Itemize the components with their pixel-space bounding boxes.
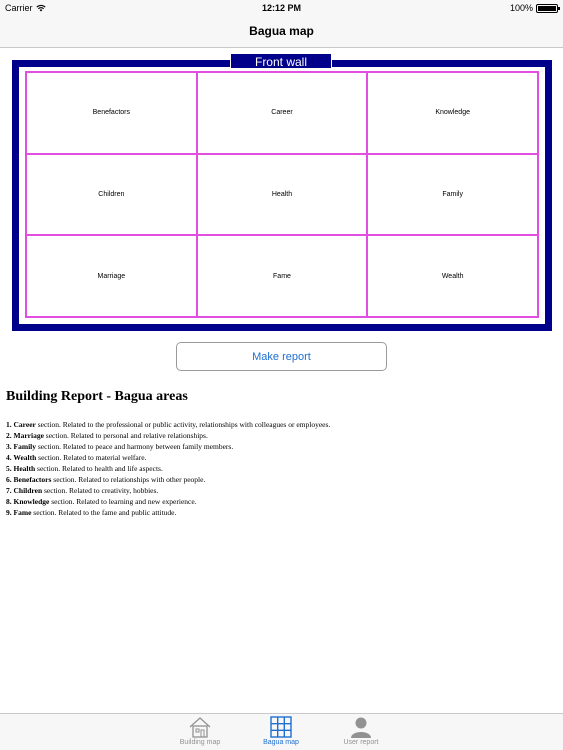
report-item-text: section. Related to creativity, hobbies. bbox=[42, 486, 159, 495]
report-item bbox=[6, 463, 330, 474]
report-item-text: section. Related to personal and relative relationships. bbox=[43, 431, 208, 440]
page-title: Bagua map bbox=[249, 24, 314, 38]
report-item-name: 6. Benefactors bbox=[6, 475, 52, 484]
report-item-name: 1. Career bbox=[6, 420, 36, 429]
report-item-text: section. Related to relationships with other people. bbox=[51, 475, 206, 484]
bagua-cell-knowledge[interactable]: Knowledge bbox=[367, 72, 538, 154]
tab-label: Building map bbox=[179, 739, 221, 746]
bagua-cell-marriage[interactable]: Marriage bbox=[26, 235, 197, 317]
report-title: Building Report - Bagua areas bbox=[6, 389, 188, 404]
tab-building-map[interactable] bbox=[170, 716, 230, 749]
report-item bbox=[6, 419, 330, 430]
report-item bbox=[6, 496, 330, 507]
status-bar bbox=[0, 0, 563, 16]
report-list bbox=[6, 419, 330, 518]
report-item-text: section. Related to peace and harmony between family members. bbox=[36, 442, 234, 451]
grid-icon bbox=[269, 716, 293, 738]
report-item-name: 9. Fame bbox=[6, 508, 32, 517]
tab-user-report[interactable] bbox=[331, 716, 391, 749]
navigation-bar bbox=[0, 16, 563, 48]
front-wall-label: Front wall bbox=[230, 53, 332, 69]
bagua-cell-fame[interactable]: Fame bbox=[197, 235, 368, 317]
house-icon bbox=[188, 716, 212, 738]
carrier-label: Carrier bbox=[5, 3, 33, 13]
report-item-text: section. Related to the professional or public activity, relationships with colleagues or employees. bbox=[35, 420, 331, 429]
report-item-name: 5. Health bbox=[6, 464, 36, 473]
battery-level bbox=[538, 6, 556, 11]
battery-percent: 100% bbox=[509, 3, 533, 13]
bagua-cell-children[interactable]: Children bbox=[26, 154, 197, 236]
report-item bbox=[6, 474, 330, 485]
report-item-text: section. Related to health and life aspects. bbox=[35, 464, 163, 473]
bagua-cell-career[interactable]: Career bbox=[197, 72, 368, 154]
tab-label: User report bbox=[343, 739, 379, 746]
tab-bar bbox=[0, 713, 563, 750]
report-item bbox=[6, 507, 330, 518]
battery-icon bbox=[536, 4, 558, 13]
report-item-name: 8. Knowledge bbox=[6, 497, 50, 506]
clock: 12:12 PM bbox=[261, 3, 302, 13]
report-item bbox=[6, 441, 330, 452]
report-item bbox=[6, 430, 330, 441]
report-item-text: section. Related to learning and new experience. bbox=[49, 497, 197, 506]
report-item bbox=[6, 452, 330, 463]
report-item-name: 3. Family bbox=[6, 442, 36, 451]
user-icon bbox=[349, 716, 373, 738]
report-item-name: 4. Wealth bbox=[6, 453, 37, 462]
bagua-cell-health[interactable]: Health bbox=[197, 154, 368, 236]
report-item-text: section. Related to the fame and public attitude. bbox=[31, 508, 177, 517]
battery-indicator bbox=[510, 3, 558, 13]
bagua-grid bbox=[25, 71, 539, 318]
bagua-cell-benefactors[interactable]: Benefactors bbox=[26, 72, 197, 154]
tab-label: Bagua map bbox=[263, 739, 299, 746]
make-report-button[interactable]: Make report bbox=[176, 342, 387, 371]
report-item bbox=[6, 485, 330, 496]
report-item-name: 7. Children bbox=[6, 486, 43, 495]
report-item-name: 2. Marriage bbox=[6, 431, 44, 440]
report-item-text: section. Related to material welfare. bbox=[36, 453, 147, 462]
bagua-cell-wealth[interactable]: Wealth bbox=[367, 235, 538, 317]
tab-bagua-map[interactable] bbox=[251, 716, 311, 749]
bagua-cell-family[interactable]: Family bbox=[367, 154, 538, 236]
